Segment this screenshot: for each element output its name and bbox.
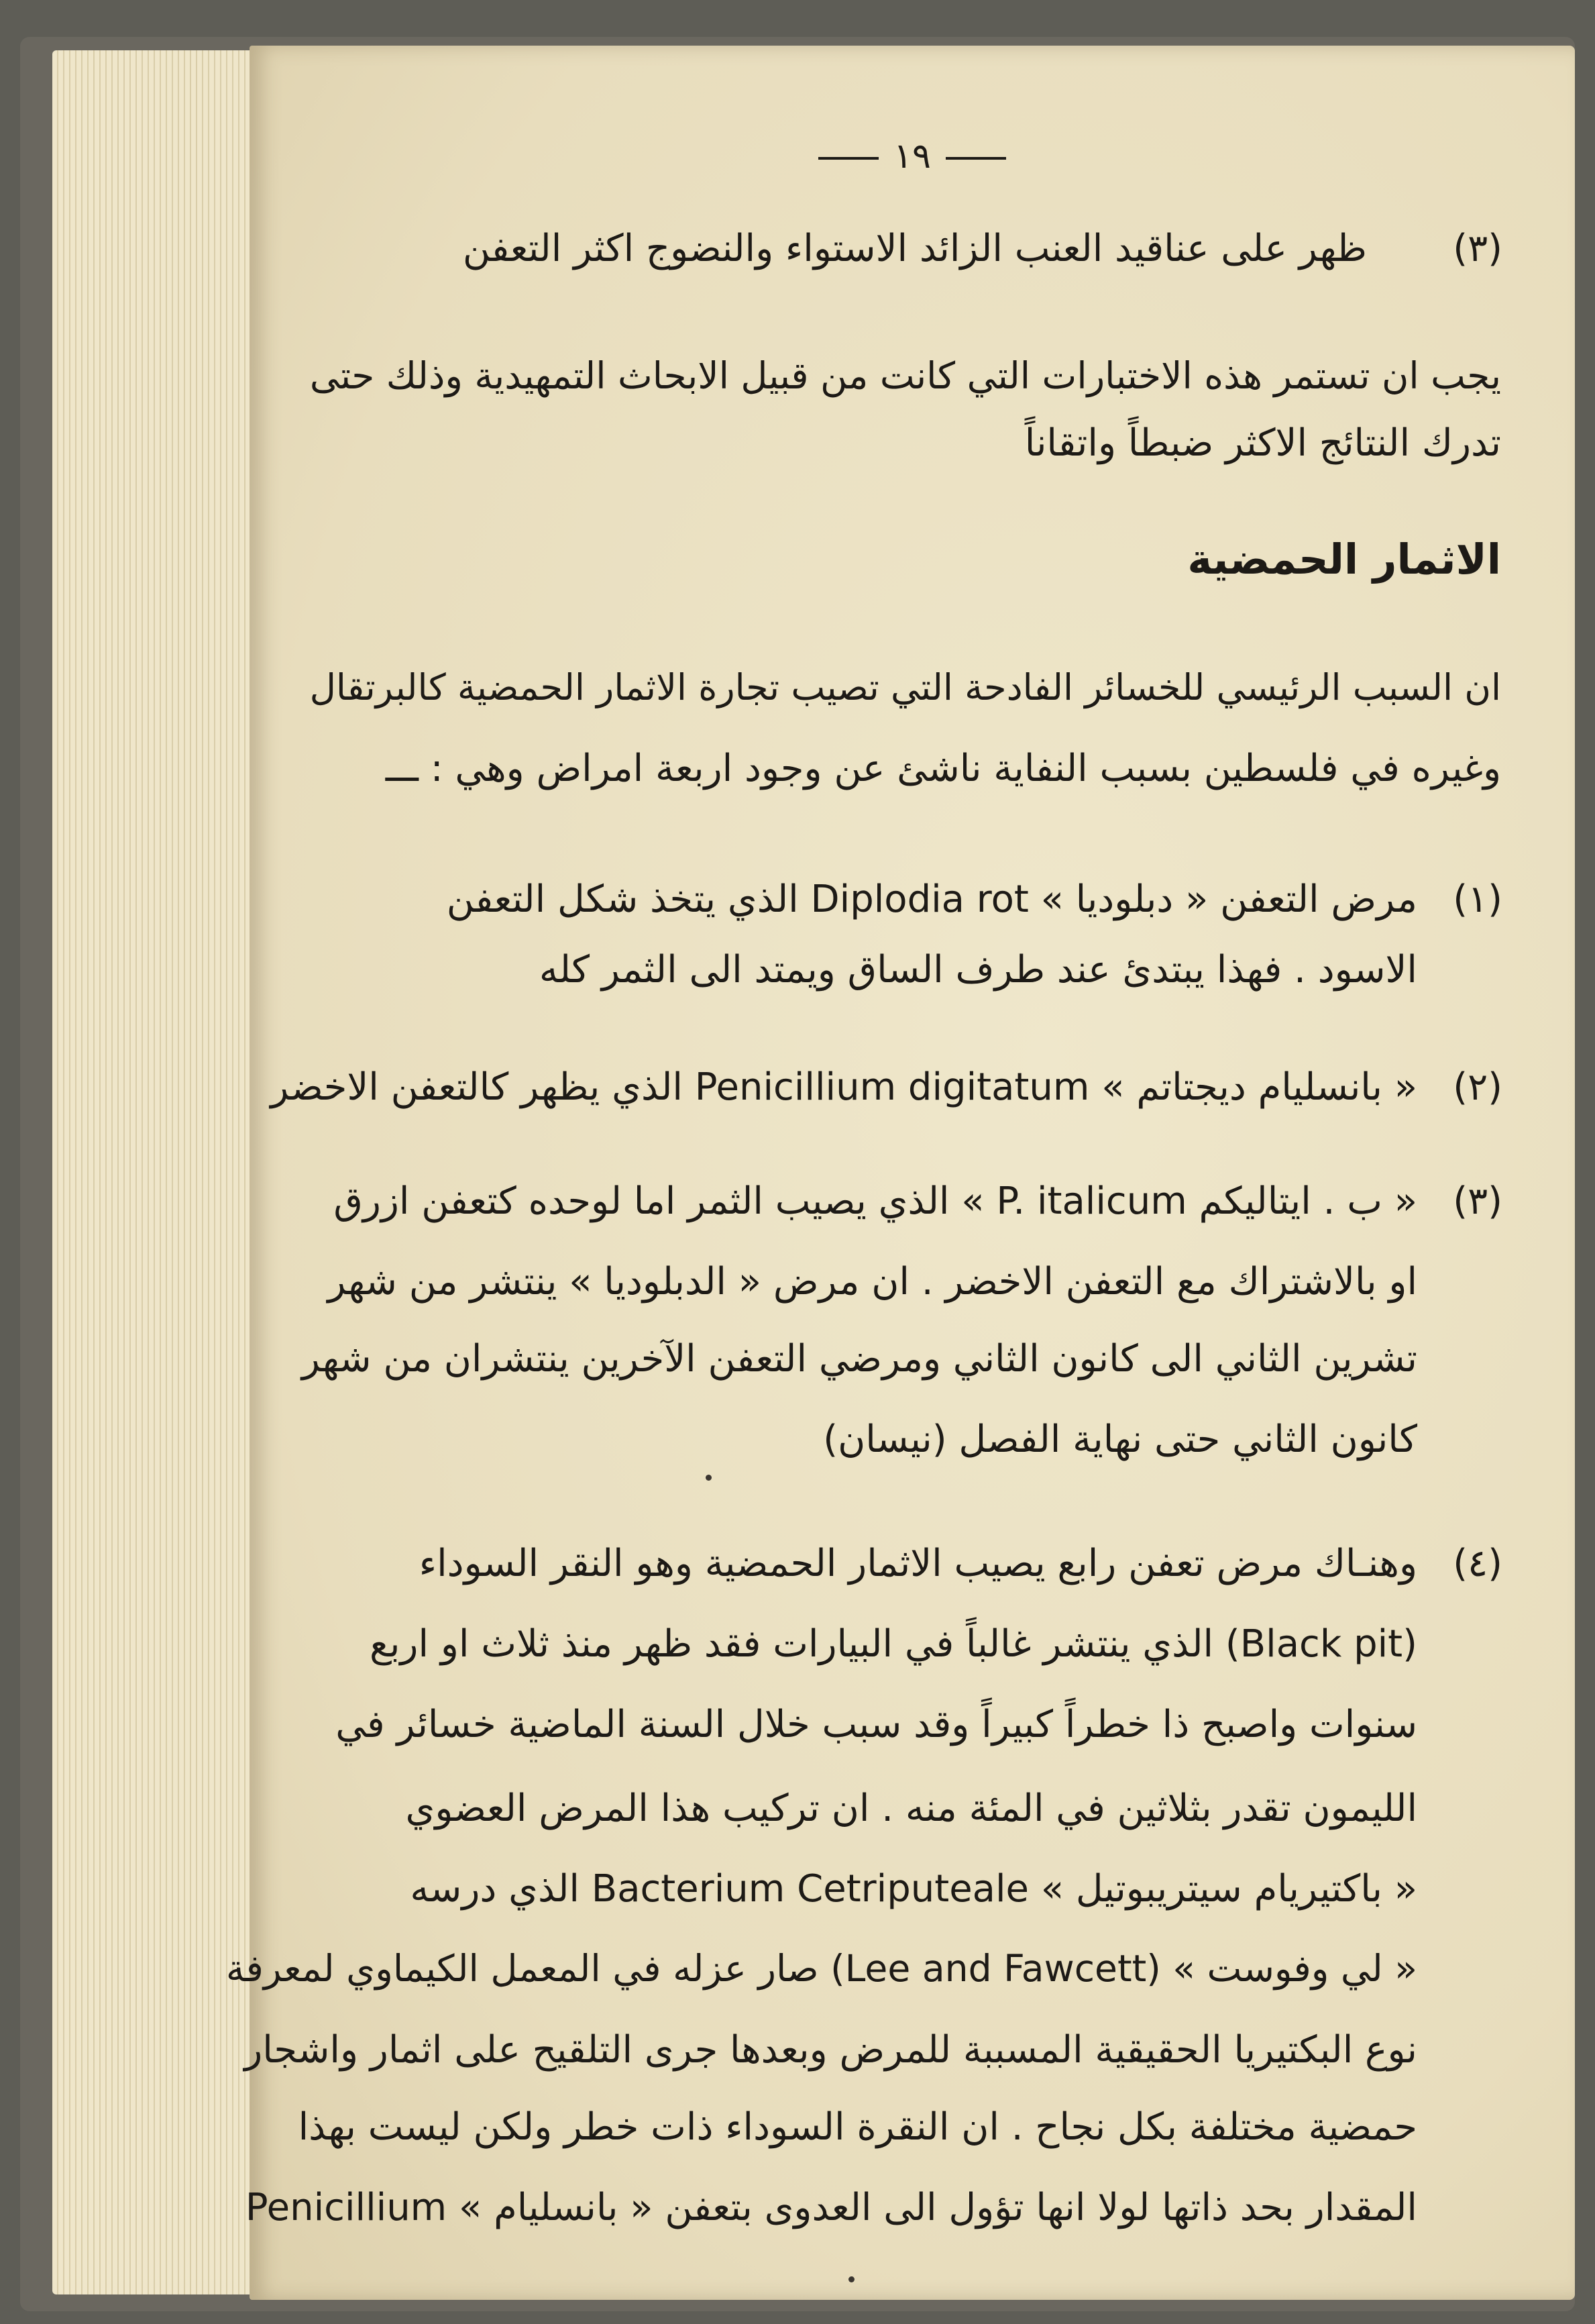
line-5: ان السبب الرئيسي للخسائر الفادحة التي تصيب تجارة الاثمار الحمضية كالبرتقال bbox=[309, 666, 1501, 708]
line-21: حمضية مختلفة بكل نجاح . ان النقرة السوداء ذات خطر ولكن ليست بهذا bbox=[298, 2105, 1417, 2149]
line-10-marker: (٣) bbox=[1453, 1179, 1502, 1223]
line-7: مرض التعفن « دبلوديا » Diplodia rot الذي يتخذ شكل التعفن bbox=[446, 878, 1417, 921]
line-9: « بانسليام ديجتاتم » Penicillium digitatum الذي يظهر كالتعفن الاخضر bbox=[270, 1065, 1417, 1109]
line-14-marker: (٤) bbox=[1453, 1542, 1502, 1585]
line-22: المقدار بحد ذاتها لولا انها تؤول الى العدوى بتعفن « بانسليام » Penicillium bbox=[245, 2186, 1417, 2229]
line-9-marker: (٢) bbox=[1453, 1065, 1502, 1109]
line-17: الليمون تقدر بثلاثين في المئة منه . ان تركيب هذا المرض العضوي bbox=[405, 1787, 1417, 1830]
line-20: نوع البكتيريا الحقيقية المسببة للمرض وبعدها جرى التلقيح على اثمار واشجار bbox=[244, 2028, 1417, 2072]
line-1-marker: (٣) bbox=[1453, 227, 1502, 270]
line-10: « ب . ايتاليكم P. italicum » الذي يصيب الثمر اما لوحده كتعفن ازرق bbox=[333, 1179, 1417, 1223]
left-dash bbox=[818, 157, 879, 160]
book-page bbox=[225, 46, 1575, 2300]
page-number-header bbox=[250, 136, 1575, 176]
line-2: يجب ان تستمر هذه الاختبارات التي كانت من قبيل الابحاث التمهيدية وذلك حتى bbox=[309, 354, 1501, 397]
page-number: ١٩ bbox=[893, 136, 931, 176]
line-8: الاسود . فهذا يبتدئ عند طرف الساق ويمتد الى الثمر كله bbox=[539, 948, 1417, 992]
line-7-marker: (١) bbox=[1453, 878, 1502, 921]
line-14: وهنـاك مرض تعفن رابع يصيب الاثمار الحمضية وهو النقر السوداء bbox=[419, 1542, 1417, 1585]
right-dash bbox=[946, 157, 1006, 160]
line-15: (Black pit) الذي ينتشر غالباً في البيارات فقد ظهر منذ ثلاث او اربع bbox=[370, 1622, 1417, 1666]
ink-speck bbox=[706, 1475, 712, 1481]
line-18: « باكتيريام سيتريبوتيل » Bacterium Cetriputeale الذي درسه bbox=[410, 1867, 1417, 1911]
line-12: تشرين الثاني الى كانون الثاني ومرضي التعفن الآخرين ينتشران من شهر bbox=[301, 1337, 1417, 1381]
line-13: كانون الثاني حتى نهاية الفصل (نيسان) bbox=[823, 1418, 1417, 1461]
line-1: ظهر على عناقيد العنب الزائد الاستواء والنضوج اكثر التعفن bbox=[462, 227, 1367, 270]
line-3: تدرك النتائج الاكثر ضبطاً واتقاناً bbox=[1024, 421, 1501, 465]
line-11: او بالاشتراك مع التعفن الاخضر . ان مرض « الدبلوديا » ينتشر من شهر bbox=[327, 1260, 1417, 1304]
line-16: سنوات واصبح ذا خطراً كبيراً وقد سبب خلال السنة الماضية خسائر في bbox=[335, 1703, 1417, 1746]
section-heading: الاثمار الحمضية bbox=[1187, 535, 1501, 584]
ink-speck-bottom bbox=[848, 2276, 855, 2282]
line-6: وغيره في فلسطين بسبب النفاية ناشئ عن وجود اربعة امراض وهي : ـــ bbox=[385, 747, 1501, 790]
line-19: « لي وفوست » (Lee and Fawcett) صار عزله في المعمل الكيماوي لمعرفة bbox=[225, 1948, 1417, 1991]
